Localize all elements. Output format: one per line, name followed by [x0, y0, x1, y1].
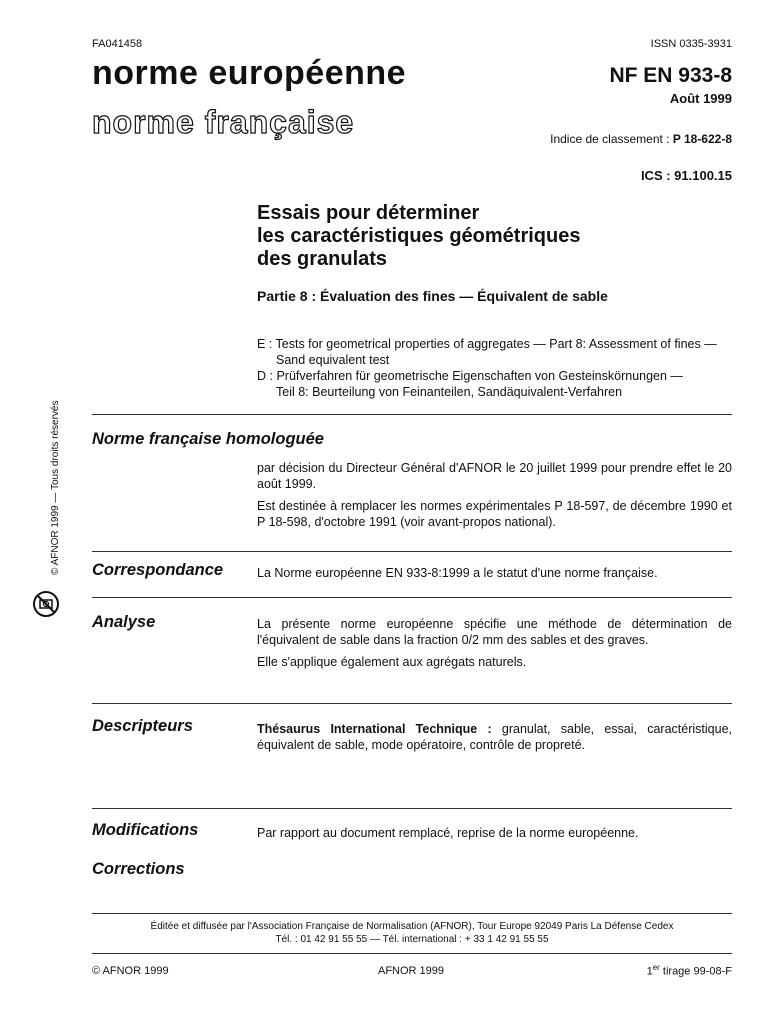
title-norme-francaise: norme française: [92, 104, 355, 140]
homologuee-text: [257, 460, 732, 530]
homologuee-paragraph-2: Est destinée à remplacer les normes expérimentales P 18-597, de décembre 1990 et P 18-598, d'octobre 1991 (voir avant-propos national).: [257, 499, 732, 529]
analyse-paragraph-1: La présente norme européenne spécifie une méthode de détermination de l'équivalent de sable dans la fraction 0/2 mm des sables et des graves.: [257, 617, 732, 647]
heading-descripteurs: Descripteurs: [92, 717, 193, 735]
divider: [92, 597, 732, 598]
footer-publisher: AFNOR 1999: [378, 965, 445, 977]
main-title-line-1: Essais pour déterminer: [257, 202, 480, 224]
divider: [92, 808, 732, 809]
german-title-line-1: D : Prüfverfahren für geometrische Eigenschaften von Gesteinskörnungen —: [257, 369, 683, 383]
copyright-vertical-text: © AFNOR 1999 — Tous droits réservés: [50, 400, 61, 575]
document-reference: FA041458: [92, 38, 143, 50]
classement-value: P 18-622-8: [672, 132, 732, 146]
english-title-line-1: E : Tests for geometrical properties of aggregates — Part 8: Assessment of fines —: [257, 337, 717, 351]
no-photocopy-icon: [32, 590, 60, 618]
ics-code: ICS : 91.100.15: [640, 168, 732, 183]
english-title-line-2: Sand equivalent test: [276, 353, 390, 367]
classement-index: [550, 132, 732, 146]
thesaurus-label: Thésaurus International Technique :: [257, 722, 492, 736]
german-title-line-2: Teil 8: Beurteilung von Feinanteilen, Sandäquivalent-Verfahren: [276, 385, 623, 399]
analyse-paragraph-2: Elle s'applique également aux agrégats naturels.: [257, 655, 527, 669]
divider: [92, 953, 732, 954]
analyse-text: [257, 616, 732, 670]
standard-number: NF EN 933-8: [609, 64, 732, 87]
main-title-line-3: des granulats: [257, 248, 388, 270]
title-norme-europeenne: norme européenne: [92, 54, 407, 92]
print-run: [647, 963, 732, 978]
classement-label: Indice de classement :: [550, 132, 673, 146]
descripteurs-text: [257, 721, 732, 753]
divider: [92, 913, 732, 914]
publisher-info: [92, 920, 732, 946]
divider: [92, 551, 732, 552]
descripteurs-keywords: granulat, sable, essai, caractéristique, équivalent de sable, mode opératoire, contrôle de propreté.: [257, 722, 732, 752]
heading-analyse: Analyse: [92, 613, 156, 631]
vertical-copyright: [38, 395, 61, 595]
translated-titles: [257, 336, 737, 400]
heading-correspondance: Correspondance: [92, 561, 224, 579]
issn-number: ISSN 0335-3931: [650, 38, 732, 50]
main-title: [257, 202, 580, 271]
print-run-number: 1: [646, 965, 653, 978]
heading-corrections: Corrections: [92, 860, 185, 878]
print-run-ordinal: er: [652, 963, 660, 972]
publication-date: Août 1999: [669, 91, 732, 106]
part-subtitle: Partie 8 : Évaluation des fines — Équivalent de sable: [257, 288, 608, 304]
footer-copyright: © AFNOR 1999: [92, 965, 169, 977]
main-title-line-2: les caractéristiques géométriques: [257, 225, 581, 247]
correspondance-text: La Norme européenne EN 933-8:1999 a le statut d'une norme française.: [257, 566, 658, 580]
publisher-address: Éditée et diffusée par l'Association Française de Normalisation (AFNOR), Tour Europe 92049 Paris La Défense Cedex: [150, 921, 674, 932]
divider: [92, 703, 732, 704]
publisher-phone: Tél. : 01 42 91 55 55 — Tél. international : + 33 1 42 91 55 55: [275, 934, 549, 945]
heading-homologuee: Norme française homologuée: [92, 430, 324, 448]
print-run-label: tirage 99-08-F: [659, 965, 732, 978]
homologuee-paragraph-1: par décision du Directeur Général d'AFNOR le 20 juillet 1999 pour prendre effet le 20 août 1999.: [257, 461, 732, 491]
heading-modifications: Modifications: [92, 821, 199, 839]
modifications-text: Par rapport au document remplacé, reprise de la norme européenne.: [257, 826, 639, 840]
divider: [92, 414, 732, 415]
